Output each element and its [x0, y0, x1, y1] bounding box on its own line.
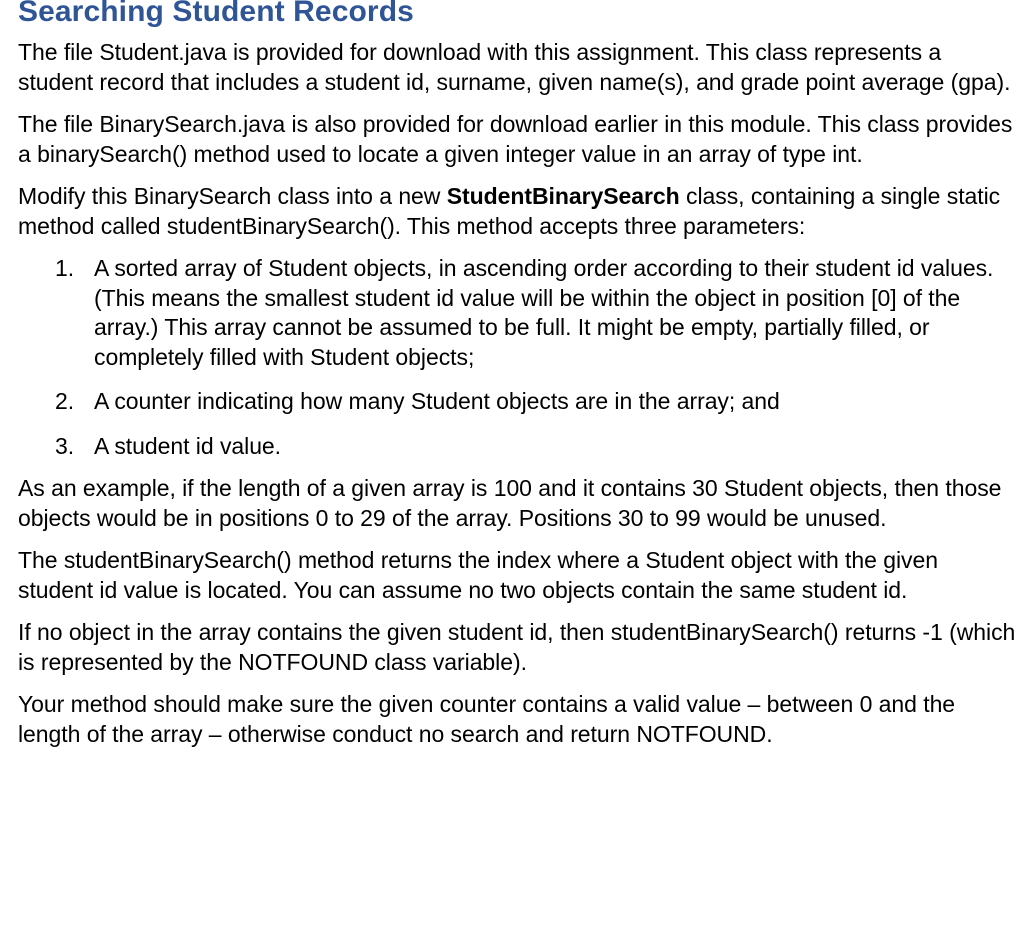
list-item-number: 2.: [55, 388, 75, 414]
paragraph-return-index: The studentBinarySearch() method returns the index where a Student object with the given student id value is located. You can assume no two objects contain the same student id.: [18, 547, 938, 603]
paragraph-binarysearch-file: The file BinarySearch.java is also provided for download earlier in this module. This class provides a binarySearch() method used to locate a given integer value in an array of type int.: [18, 111, 1013, 167]
list-item: [18, 254, 1018, 372]
paragraph-modify-instructions: [18, 182, 1018, 241]
list-item-number: 3.: [55, 432, 75, 459]
page-title: Searching Student Records: [18, 0, 414, 28]
list-item-number: 1.: [55, 255, 75, 281]
paragraph-notfound: If no object in the array contains the given student id, then studentBinarySearch() returns -1 (which is represented by the NOTFOUND class variable).: [18, 619, 1016, 675]
list-item-text: A sorted array of Student objects, in ascending order according to their student id values. (This means the smallest student id value will be within the object in position [0] of the array.) This array cannot be assumed to be full. It might be empty, partially filled, or completely filled with Student objects;: [94, 255, 994, 370]
paragraph-student-file: The file Student.java is provided for download with this assignment. This class represents a student record that includes a student id, surname, given name(s), and grade point average (gpa).: [18, 39, 1011, 95]
modify-text-after: class, containing a single static method called studentBinarySearch(). This method accepts three parameters:: [18, 183, 1001, 239]
modify-text-before: Modify this BinarySearch class into a new: [18, 183, 447, 209]
paragraph-validate-counter: Your method should make sure the given counter contains a valid value – between 0 and the length of the array – otherwise conduct no search and return NOTFOUND.: [18, 691, 956, 747]
paragraph-example: As an example, if the length of a given array is 100 and it contains 30 Student objects, then those objects would be in positions 0 to 29 of the array. Positions 30 to 99 would be unused.: [18, 475, 1002, 531]
list-item-text: A student id value.: [94, 432, 282, 459]
list-item: [18, 432, 1018, 462]
parameter-list: [18, 254, 1018, 461]
document-page: [18, 0, 1018, 749]
class-name-bold: StudentBinarySearch: [446, 183, 680, 209]
list-item: [18, 387, 1018, 417]
list-item-text: A counter indicating how many Student objects are in the array; and: [94, 388, 780, 414]
